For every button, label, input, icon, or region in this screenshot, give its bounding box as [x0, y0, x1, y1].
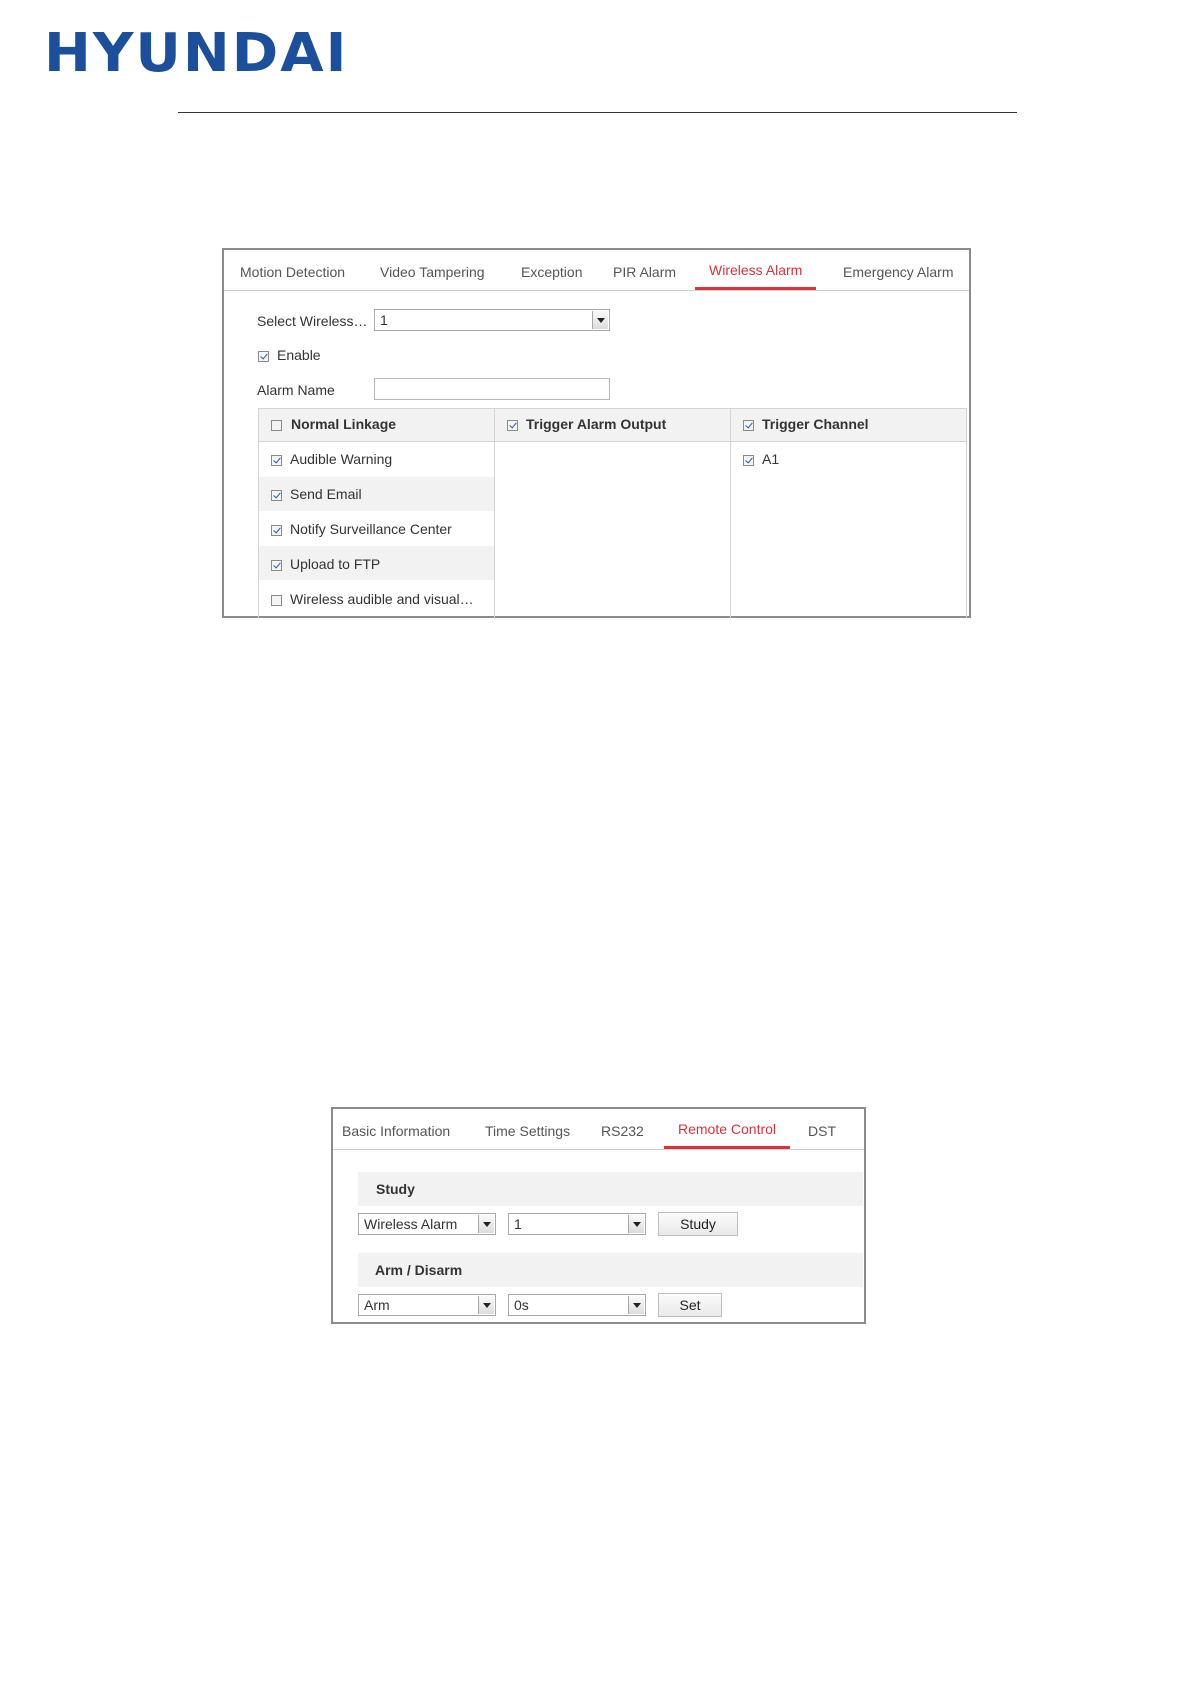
chevron-down-icon	[478, 1296, 494, 1314]
wireless-audible-visual-checkbox[interactable]	[271, 595, 282, 606]
tab-exception[interactable]: Exception	[521, 264, 583, 280]
study-section-header	[358, 1172, 863, 1206]
set-button[interactable]: Set	[658, 1293, 722, 1317]
study-number-value: 1	[514, 1216, 522, 1232]
tab-motion-detection[interactable]: Motion Detection	[240, 264, 346, 280]
arm-disarm-heading: Arm / Disarm	[375, 1262, 463, 1278]
select-wireless-value: 1	[380, 312, 388, 328]
upload-to-ftp-label: Upload to FTP	[290, 556, 381, 572]
tab-rs232[interactable]: RS232	[601, 1123, 644, 1139]
channel-a1-checkbox[interactable]	[743, 455, 754, 466]
trigger-channel-checkbox[interactable]	[743, 420, 754, 431]
channel-a1-label: A1	[762, 451, 780, 467]
tab-basic-information[interactable]: Basic Information	[342, 1123, 451, 1139]
remote-control-panel	[331, 1107, 866, 1324]
linkage-table	[258, 408, 967, 618]
arm-delay-dropdown[interactable]	[508, 1294, 646, 1316]
tab-time-settings[interactable]: Time Settings	[485, 1123, 571, 1139]
trigger-alarm-output-header: Trigger Alarm Output	[526, 416, 667, 432]
tab-wireless-alarm[interactable]: Wireless Alarm	[709, 250, 802, 289]
arm-mode-dropdown[interactable]	[358, 1294, 496, 1316]
alarm-name-label: Alarm Name	[257, 382, 335, 398]
chevron-down-icon	[478, 1215, 494, 1233]
notify-surveillance-center-label: Notify Surveillance Center	[290, 521, 452, 537]
system-tabs	[333, 1109, 864, 1150]
trigger-alarm-output-checkbox[interactable]	[507, 420, 518, 431]
send-email-checkbox[interactable]	[271, 490, 282, 501]
wireless-audible-visual-label: Wireless audible and visual…	[290, 591, 474, 607]
alarm-tabs	[224, 250, 969, 291]
upload-to-ftp-checkbox[interactable]	[271, 560, 282, 571]
header-divider	[259, 441, 966, 442]
chevron-down-icon	[628, 1296, 644, 1314]
tab-video-tampering[interactable]: Video Tampering	[380, 264, 485, 280]
study-heading: Study	[376, 1181, 415, 1197]
notify-surveillance-center-checkbox[interactable]	[271, 525, 282, 536]
study-type-value: Wireless Alarm	[364, 1216, 458, 1232]
alarm-name-input[interactable]	[374, 378, 610, 400]
tab-dst[interactable]: DST	[808, 1123, 836, 1139]
tab-emergency-alarm[interactable]: Emergency Alarm	[843, 264, 954, 280]
column-divider-2	[730, 409, 731, 619]
audible-warning-label: Audible Warning	[290, 451, 393, 467]
enable-checkbox[interactable]	[258, 351, 269, 362]
chevron-down-icon	[592, 311, 608, 329]
normal-linkage-checkbox[interactable]	[271, 420, 282, 431]
arm-delay-value: 0s	[514, 1297, 529, 1313]
select-wireless-dropdown[interactable]	[374, 309, 610, 331]
arm-mode-value: Arm	[364, 1297, 390, 1313]
hyundai-logo: HYUNDAI	[44, 22, 349, 85]
chevron-down-icon	[628, 1215, 644, 1233]
study-type-dropdown[interactable]	[358, 1213, 496, 1235]
tab-pir-alarm[interactable]: PIR Alarm	[613, 264, 677, 280]
send-email-label: Send Email	[290, 486, 362, 502]
audible-warning-checkbox[interactable]	[271, 455, 282, 466]
study-button[interactable]: Study	[658, 1212, 738, 1236]
tab-remote-control[interactable]: Remote Control	[678, 1109, 776, 1148]
study-number-dropdown[interactable]	[508, 1213, 646, 1235]
select-wireless-label: Select Wireless…	[257, 313, 368, 329]
column-divider-1	[494, 409, 495, 619]
enable-label: Enable	[277, 347, 321, 363]
alarm-settings-panel	[222, 248, 971, 618]
normal-linkage-header: Normal Linkage	[291, 416, 397, 432]
header-rule	[178, 112, 1017, 113]
trigger-channel-header: Trigger Channel	[762, 416, 869, 432]
